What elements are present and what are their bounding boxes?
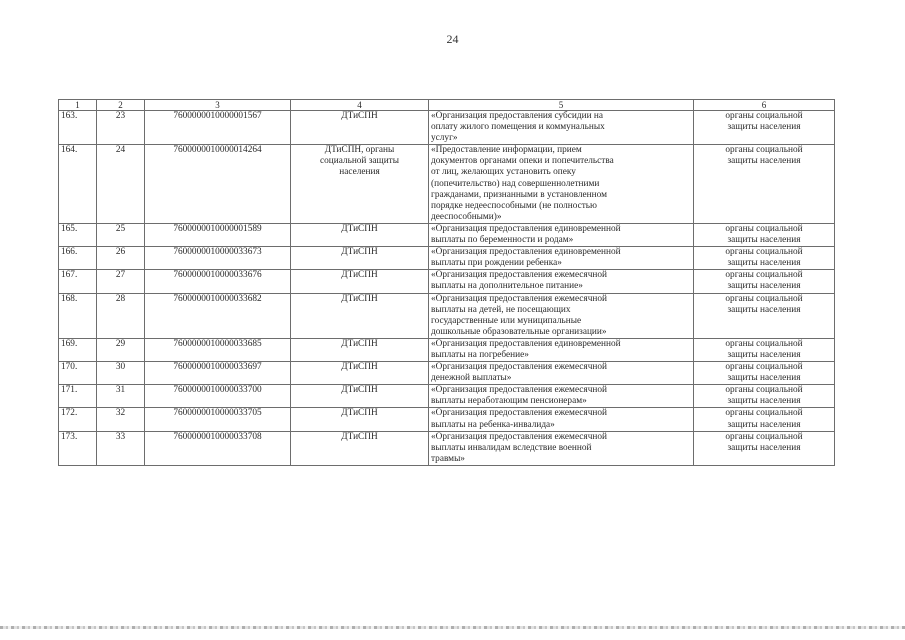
header-cell: 6 [694, 100, 835, 111]
row-index-cell: 23 [97, 111, 145, 145]
table-row [59, 145, 835, 224]
service-code-cell: 7600000010000033676 [145, 270, 291, 293]
service-code-cell: 7600000010000033673 [145, 247, 291, 270]
service-name-cell [429, 338, 694, 361]
service-name-cell [429, 247, 694, 270]
header-cell: 1 [59, 100, 97, 111]
row-number-cell: 163. [59, 111, 97, 145]
table-row [59, 338, 835, 361]
agency-line: ДТиСПН, органы [324, 145, 395, 156]
agency-line: ДТиСПН [341, 431, 378, 442]
recipient-line: органы социальной [725, 145, 803, 156]
service-line: выплаты инвалидам вследствие военной [431, 442, 592, 453]
service-line: «Организация предоставления ежемесячной [431, 270, 607, 281]
service-line: дееспособными)» [431, 211, 502, 222]
recipient-cell [694, 408, 835, 431]
table-row [59, 431, 835, 465]
agency-cell [291, 145, 429, 224]
recipient-line: защиты населения [727, 396, 801, 407]
recipient-line: органы социальной [725, 338, 803, 349]
agency-line: социальной защиты [320, 156, 399, 167]
agency-line: ДТиСПН [341, 293, 378, 304]
agency-cell [291, 385, 429, 408]
scan-artifact-line [0, 626, 905, 629]
row-number-cell: 166. [59, 247, 97, 270]
service-line: выплаты неработающим пенсионерам» [431, 396, 587, 407]
row-index-cell: 31 [97, 385, 145, 408]
agency-cell [291, 223, 429, 246]
agency-cell [291, 270, 429, 293]
recipient-cell [694, 223, 835, 246]
service-code-cell: 7600000010000033700 [145, 385, 291, 408]
service-code-cell: 7600000010000001589 [145, 223, 291, 246]
service-line: порядке недееспособными (не полностью [431, 200, 597, 211]
agency-cell [291, 293, 429, 338]
recipient-line: органы социальной [725, 111, 803, 121]
row-number-cell: 172. [59, 408, 97, 431]
recipient-line: органы социальной [725, 247, 803, 258]
row-index-cell: 27 [97, 270, 145, 293]
agency-line: ДТиСПН [341, 223, 378, 234]
header-cell: 2 [97, 100, 145, 111]
agency-cell [291, 111, 429, 145]
row-number-cell: 171. [59, 385, 97, 408]
row-number-cell: 170. [59, 362, 97, 385]
recipient-line: органы социальной [725, 223, 803, 234]
row-index-cell: 32 [97, 408, 145, 431]
service-line: выплаты по беременности и родам» [431, 235, 574, 246]
table-row [59, 408, 835, 431]
service-name-cell [429, 362, 694, 385]
row-index-cell: 30 [97, 362, 145, 385]
row-index-cell: 33 [97, 431, 145, 465]
recipient-cell [694, 247, 835, 270]
agency-cell [291, 431, 429, 465]
service-line: оплату жилого помещения и коммунальных [431, 122, 605, 133]
service-name-cell [429, 293, 694, 338]
recipient-line: защиты населения [727, 304, 801, 315]
service-line: «Организация предоставления единовременной [431, 247, 621, 258]
service-code-cell: 7600000010000014264 [145, 145, 291, 224]
recipient-line: защиты населения [727, 156, 801, 167]
recipient-cell [694, 270, 835, 293]
agency-cell [291, 247, 429, 270]
service-line: государственные или муниципальные [431, 315, 582, 326]
recipient-line: органы социальной [725, 431, 803, 442]
agency-cell [291, 338, 429, 361]
row-index-cell: 25 [97, 223, 145, 246]
row-number-cell: 165. [59, 223, 97, 246]
service-code-cell: 7600000010000033697 [145, 362, 291, 385]
service-name-cell [429, 145, 694, 224]
page-number: 24 [446, 32, 459, 46]
row-index-cell: 26 [97, 247, 145, 270]
recipient-cell [694, 145, 835, 224]
service-code-cell: 7600000010000001567 [145, 111, 291, 145]
recipient-cell [694, 362, 835, 385]
row-index-cell: 29 [97, 338, 145, 361]
service-line: услуг» [431, 133, 458, 144]
service-line: выплаты при рождении ребенка» [431, 258, 562, 269]
recipient-line: защиты населения [727, 281, 801, 292]
recipient-line: защиты населения [727, 235, 801, 246]
service-line: выплаты на ребенка-инвалида» [431, 419, 555, 430]
header-cell: 5 [429, 100, 694, 111]
recipient-line: защиты населения [727, 373, 801, 384]
header-cell: 3 [145, 100, 291, 111]
service-code-cell: 7600000010000033682 [145, 293, 291, 338]
agency-line: ДТиСПН [341, 111, 378, 121]
recipient-line: защиты населения [727, 122, 801, 133]
agency-line: ДТиСПН [341, 408, 378, 419]
table-row [59, 111, 835, 145]
recipient-line: защиты населения [727, 349, 801, 360]
recipient-line: органы социальной [725, 362, 803, 373]
service-line: «Организация предоставления ежемесячной [431, 408, 607, 419]
agency-cell [291, 408, 429, 431]
recipient-line: защиты населения [727, 419, 801, 430]
service-line: документов органами опеки и попечительства [431, 156, 614, 167]
table-row [59, 223, 835, 246]
services-table [58, 99, 835, 466]
service-line: «Организация предоставления единовременной [431, 338, 621, 349]
service-line: от лиц, желающих установить опеку [431, 167, 576, 178]
recipient-cell [694, 111, 835, 145]
table-row [59, 270, 835, 293]
table-row [59, 385, 835, 408]
recipient-line: защиты населения [727, 442, 801, 453]
service-line: денежной выплаты» [431, 373, 512, 384]
service-line: выплаты на детей, не посещающих [431, 304, 571, 315]
agency-line: ДТиСПН [341, 270, 378, 281]
table-row [59, 293, 835, 338]
recipient-line: защиты населения [727, 258, 801, 269]
row-number-cell: 169. [59, 338, 97, 361]
agency-line: ДТиСПН [341, 385, 378, 396]
row-index-cell: 28 [97, 293, 145, 338]
table-row [59, 247, 835, 270]
service-line: «Организация предоставления субсидии на [431, 111, 603, 121]
service-name-cell [429, 385, 694, 408]
recipient-cell [694, 385, 835, 408]
header-cell: 4 [291, 100, 429, 111]
recipient-line: органы социальной [725, 408, 803, 419]
agency-line: ДТиСПН [341, 338, 378, 349]
row-number-cell: 168. [59, 293, 97, 338]
service-name-cell [429, 431, 694, 465]
service-line: «Организация предоставления ежемесячной [431, 362, 607, 373]
recipient-cell [694, 431, 835, 465]
row-number-cell: 167. [59, 270, 97, 293]
service-line: «Предоставление информации, прием [431, 145, 582, 156]
service-line: (попечительство) над совершеннолетними [431, 178, 600, 189]
agency-line: ДТиСПН [341, 362, 378, 373]
agency-line: ДТиСПН [341, 247, 378, 258]
row-number-cell: 173. [59, 431, 97, 465]
table-header-row [59, 100, 835, 111]
service-line: «Организация предоставления единовременной [431, 223, 621, 234]
service-line: выплаты на погребение» [431, 349, 529, 360]
recipient-line: органы социальной [725, 385, 803, 396]
services-table-container [58, 99, 834, 466]
recipient-cell [694, 293, 835, 338]
row-number-cell: 164. [59, 145, 97, 224]
agency-cell [291, 362, 429, 385]
recipient-cell [694, 338, 835, 361]
service-line: «Организация предоставления ежемесячной [431, 431, 607, 442]
service-line: дошкольные образовательные организации» [431, 326, 607, 337]
table-row [59, 362, 835, 385]
service-line: выплаты на дополнительное питание» [431, 281, 583, 292]
service-line: «Организация предоставления ежемесячной [431, 293, 607, 304]
service-code-cell: 7600000010000033685 [145, 338, 291, 361]
service-name-cell [429, 270, 694, 293]
row-index-cell: 24 [97, 145, 145, 224]
service-line: травмы» [431, 453, 465, 464]
recipient-line: органы социальной [725, 293, 803, 304]
agency-line: населения [339, 167, 380, 178]
service-name-cell [429, 408, 694, 431]
service-name-cell [429, 223, 694, 246]
service-name-cell [429, 111, 694, 145]
service-line: гражданами, признанными в установленном [431, 189, 607, 200]
service-line: «Организация предоставления ежемесячной [431, 385, 607, 396]
service-code-cell: 7600000010000033708 [145, 431, 291, 465]
service-code-cell: 7600000010000033705 [145, 408, 291, 431]
recipient-line: органы социальной [725, 270, 803, 281]
